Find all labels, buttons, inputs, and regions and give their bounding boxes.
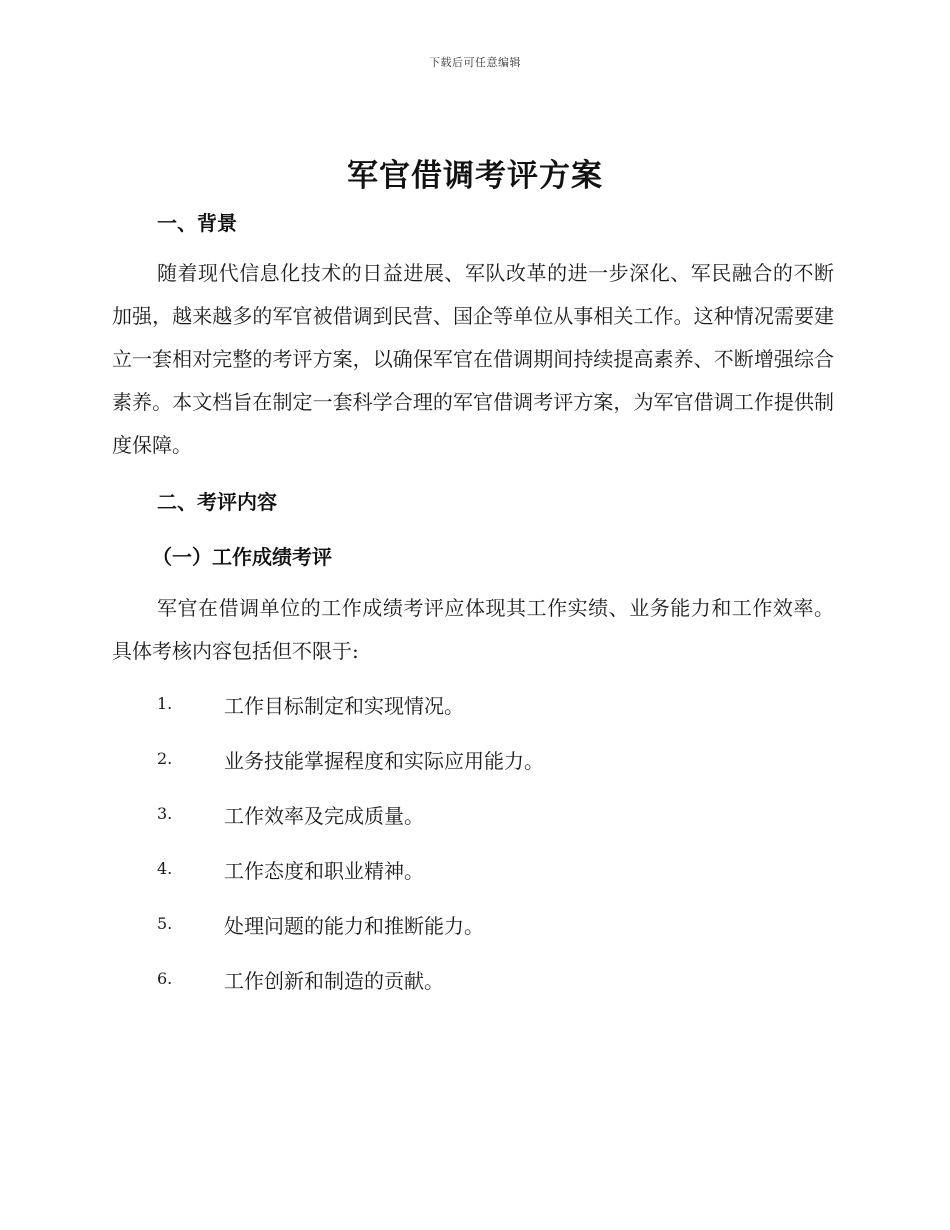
list-item-text: 工作效率及完成质量。 bbox=[224, 804, 424, 828]
list-item-number: 3. bbox=[157, 804, 173, 823]
performance-paragraph: 军官在借调单位的工作成绩考评应体现其工作实绩、业务能力和工作效率。具体考核内容包括但不限于: bbox=[112, 596, 834, 663]
list-item bbox=[0, 906, 950, 961]
list-item bbox=[0, 741, 950, 796]
list-item-text: 处理问题的能力和推断能力。 bbox=[224, 914, 484, 938]
list-item bbox=[0, 961, 950, 1016]
subsection-heading-performance: （一）工作成绩考评 bbox=[152, 545, 332, 569]
list-item bbox=[0, 851, 950, 906]
header-note: 下载后可任意编辑 bbox=[429, 56, 521, 69]
list-item-text: 工作目标制定和实现情况。 bbox=[224, 694, 464, 718]
list-item-number: 4. bbox=[157, 859, 173, 878]
section-heading-content: 二、考评内容 bbox=[157, 490, 277, 514]
performance-criteria-list bbox=[0, 686, 950, 1016]
list-item-number: 1. bbox=[157, 694, 173, 713]
list-item-text: 工作创新和制造的贡献。 bbox=[224, 969, 444, 993]
document-title: 军官借调考评方案 bbox=[347, 158, 603, 194]
list-item-number: 6. bbox=[157, 969, 173, 988]
list-item-number: 5. bbox=[157, 914, 173, 933]
list-item bbox=[0, 686, 950, 741]
list-item-number: 2. bbox=[157, 749, 173, 768]
section-heading-background: 一、背景 bbox=[157, 211, 237, 235]
list-item-text: 工作态度和职业精神。 bbox=[224, 859, 424, 883]
background-paragraph: 随着现代信息化技术的日益进展、军队改革的进一步深化、军民融合的不断加强，越来越多的军官被借调到民营、国企等单位从事相关工作。这种情况需要建立一套相对完整的考评方案，以确保军官在借调期间持续提高素养、不断增强综合素养。本文档旨在制定一套科学合理的军官借调考评方案，为军官借调工作提供制度保障。 bbox=[112, 261, 834, 457]
list-item bbox=[0, 796, 950, 851]
list-item-text: 业务技能掌握程度和实际应用能力。 bbox=[224, 749, 544, 773]
